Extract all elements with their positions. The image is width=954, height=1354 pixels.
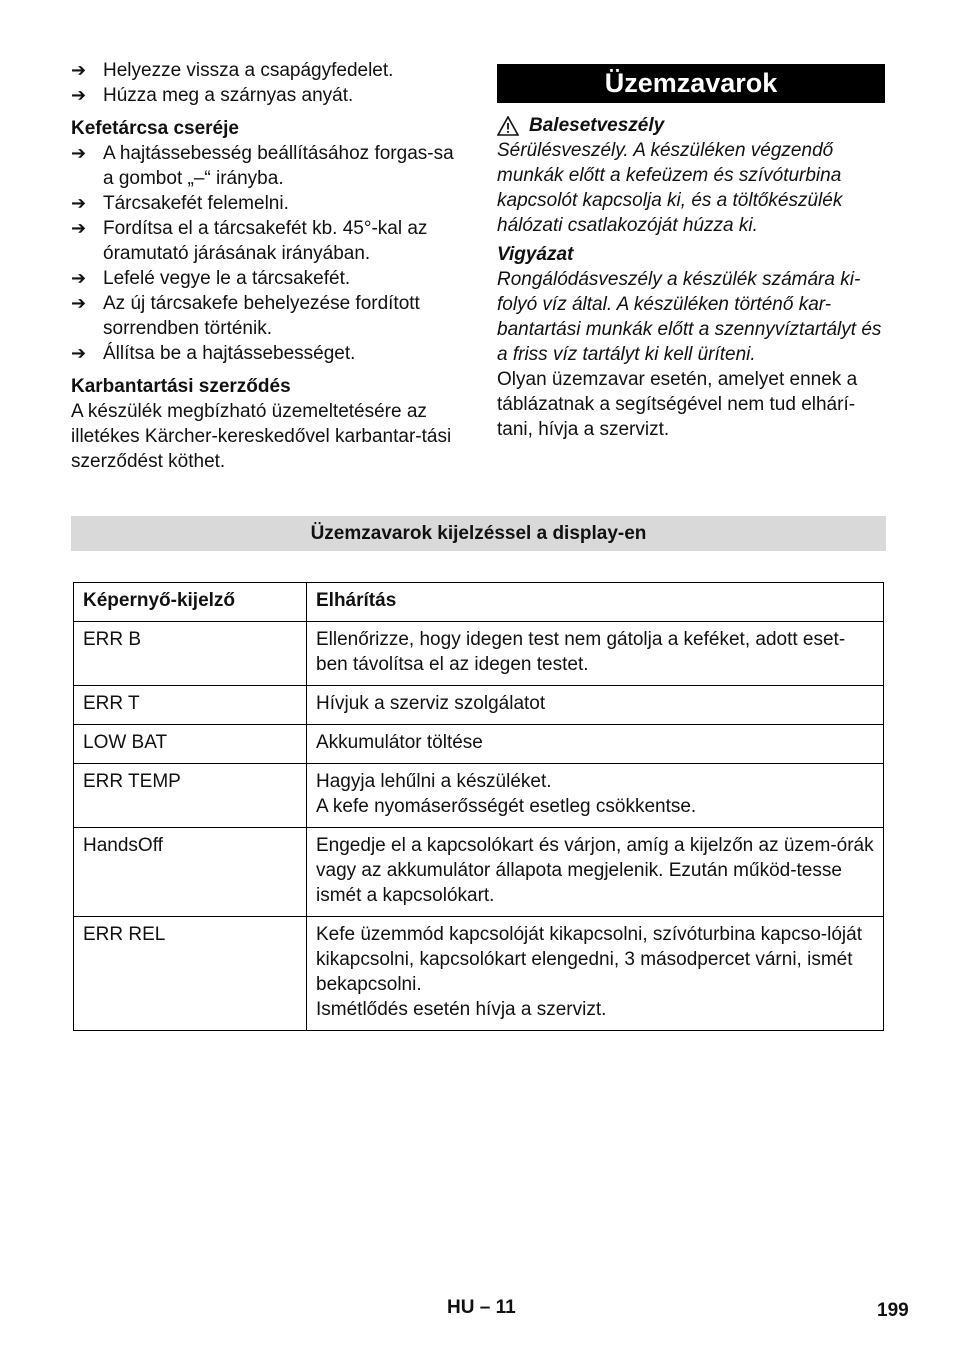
arrow-icon: ➔ (71, 60, 87, 80)
page-number: 199 (877, 1300, 909, 1321)
arrow-icon: ➔ (71, 85, 87, 105)
arrow-icon: ➔ (71, 143, 87, 163)
table-row (74, 764, 884, 828)
column-header: Elhárítás (307, 583, 884, 622)
step-item: ➔ Az új tárcsakefe behelyezése fordított sorrendben történik. (71, 293, 420, 339)
section-heading: Kefetárcsa cseréje (71, 118, 239, 139)
remedy-cell: Hívjuk a szerviz szolgálatot (307, 686, 884, 725)
remedy-cell: Ellenőrizze, hogy idegen test nem gátolja a keféket, adott eset-ben távolítsa el az idegen testet. (307, 622, 884, 686)
step-item: ➔ Tárcsakefét felemelni. (71, 193, 289, 214)
remedy-cell: Akkumulátor töltése (307, 725, 884, 764)
display-code: HandsOff (74, 828, 307, 917)
display-code: ERR T (74, 686, 307, 725)
display-code: ERR REL (74, 917, 307, 1031)
warning-triangle-icon (497, 116, 519, 136)
table-row (74, 622, 884, 686)
remedy-cell: Hagyja lehűlni a készüléket. A kefe nyomáserősségét esetleg csökkentse. (307, 764, 884, 828)
arrow-icon: ➔ (71, 343, 87, 363)
section-heading: Karbantartási szerződés (71, 376, 291, 397)
footer-language-code: HU – 11 (447, 1297, 516, 1318)
caution-text: Rongálódásveszély a készülék számára ki-folyó víz által. A készüléken történő kar-bantartási munkák előtt a szennyvíztartályt és a friss víz tartályt ki kell üríteni. (497, 269, 882, 365)
display-code: ERR B (74, 622, 307, 686)
arrow-icon: ➔ (71, 268, 87, 288)
paragraph: Olyan üzemzavar esetén, amelyet ennek a táblázatnak a segítségével nem tud elhárí-tani, hívja a szervizt. (497, 369, 858, 440)
right-column (497, 58, 885, 442)
arrow-icon: ➔ (71, 293, 87, 313)
table-row (74, 917, 884, 1031)
table-row (74, 686, 884, 725)
paragraph: A készülék megbízható üzemeltetésére az illetékes Kärcher-kereskedővel karbantar-tási szerződést köthet. (71, 401, 452, 472)
display-code: LOW BAT (74, 725, 307, 764)
step-item: ➔ Húzza meg a szárnyas anyát. (71, 85, 354, 106)
step-item: ➔ Helyezze vissza a csapágyfedelet. (71, 60, 394, 81)
arrow-icon: ➔ (71, 193, 87, 213)
danger-text: Sérülésveszély. A készüléken végzendő munkák előtt a kefeüzem és szívóturbina kapcsolót kapcsolja ki, és a töltőkészülék hálózati csatlakozóját húzza ki. (497, 140, 843, 236)
table-section-title: Üzemzavarok kijelzéssel a display-en (71, 516, 886, 551)
caution-heading: Vigyázat (497, 244, 574, 265)
error-table (73, 582, 884, 1031)
step-item: ➔ Lefelé vegye le a tárcsakefét. (71, 268, 351, 289)
table-row (74, 725, 884, 764)
step-item: ➔ Állítsa be a hajtássebességet. (71, 343, 356, 364)
danger-heading: Balesetveszély (497, 113, 885, 138)
remedy-cell: Kefe üzemmód kapcsolóját kikapcsolni, szívóturbina kapcso-lóját kikapcsolni, kapcsolókart elengedni, 3 másodpercet várni, ismét bekapcsolni. Ismétlődés esetén hívja a szervizt. (307, 917, 884, 1031)
chapter-title: Üzemzavarok (497, 64, 885, 103)
step-item: ➔ A hajtássebesség beállításához forgas-sa a gombot „–“ irányba. (71, 143, 454, 189)
step-item: ➔ Fordítsa el a tárcsakefét kb. 45°-kal az óramutató járásának irányában. (71, 218, 428, 264)
table-header-row (74, 583, 884, 622)
table-row (74, 828, 884, 917)
display-code: ERR TEMP (74, 764, 307, 828)
column-header: Képernyő-kijelző (74, 583, 307, 622)
remedy-cell: Engedje el a kapcsolókart és várjon, amíg a kijelzőn az üzem-órák vagy az akkumulátor állapota megjelenik. Ezután működ-tesse ismét a kapcsolókart. (307, 828, 884, 917)
left-column (71, 58, 463, 474)
arrow-icon: ➔ (71, 218, 87, 238)
